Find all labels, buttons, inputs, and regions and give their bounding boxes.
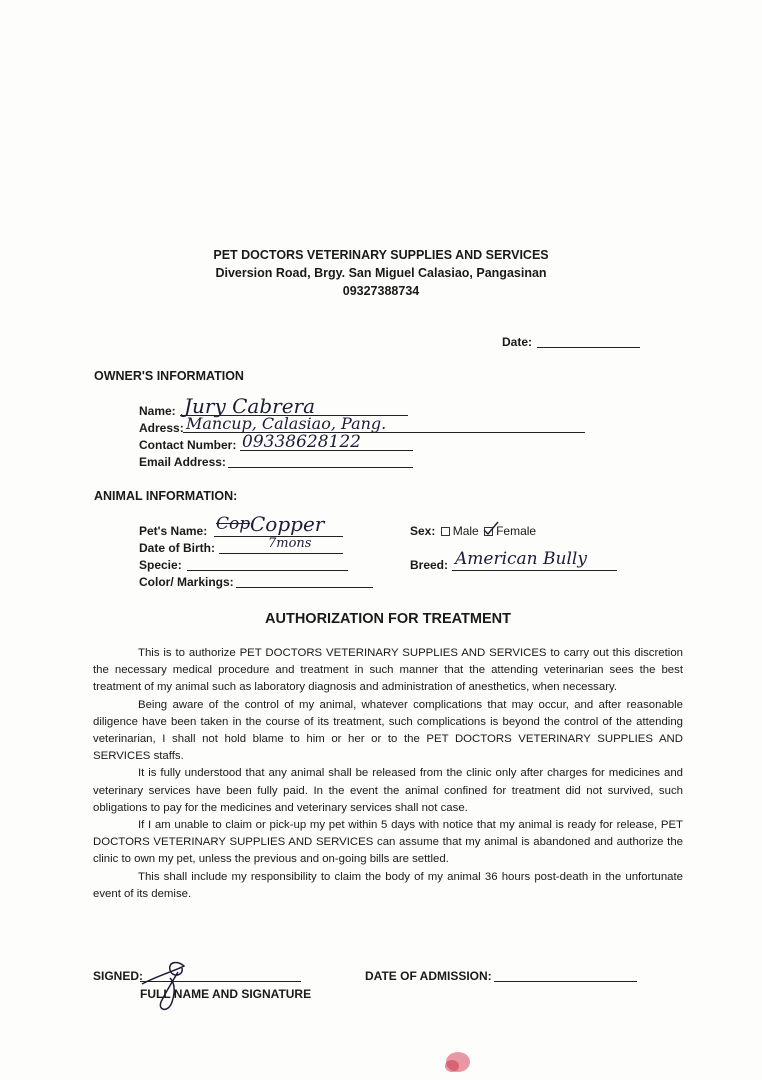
breed-label: Breed: bbox=[410, 558, 449, 572]
color-markings-label: Color/ Markings: bbox=[139, 575, 234, 589]
date-of-admission-label: DATE OF ADMISSION: bbox=[365, 969, 492, 983]
owner-name-value: Jury Cabrera bbox=[184, 394, 316, 418]
document-header bbox=[0, 246, 762, 300]
date-label: Date: bbox=[502, 335, 533, 349]
signature-caption: FULL NAME AND SIGNATURE bbox=[140, 987, 312, 1001]
authorization-paragraph: This is to authorize PET DOCTORS VETERINARY SUPPLIES AND SERVICES to carry out this discretion the necessary medical procedure and treatment in such manner that the attending veterinarian sees the best treatment of my animal such as laboratory diagnosis and administration of anesthetics, when necessary. bbox=[93, 647, 683, 694]
pet-name-value: Copper bbox=[250, 512, 325, 536]
date-of-birth-field[interactable] bbox=[219, 553, 343, 554]
color-markings-field[interactable] bbox=[236, 587, 373, 588]
authorization-paragraph: It is fully understood that any animal shall be released from the clinic only after charges for medicines and veterinary services have been fully paid. In the event the animal confined for treatment did not survived, such obligations to pay for the medicines and veterinary services shall not case. bbox=[93, 767, 683, 814]
company-name: PET DOCTORS VETERINARY SUPPLIES AND SERVICES bbox=[213, 248, 549, 262]
authorization-body bbox=[93, 645, 683, 903]
male-checkbox[interactable] bbox=[441, 527, 450, 536]
authorization-paragraph: Being aware of the control of my animal, whatever complications that may occur, and after reasonable diligence have been taken in the course of its treatment, such complications is beyond the control of the attending veterinarian, I shall not hold blame to him or her or to the PET DOCTORS VETERINARY SUPPLIES AND SERVICES staffs. bbox=[93, 698, 683, 763]
handwritten-signature-icon bbox=[132, 956, 202, 1016]
date-of-admission-field[interactable] bbox=[494, 981, 637, 982]
female-option-label: Female bbox=[496, 524, 537, 538]
stain-mark-icon bbox=[436, 1040, 476, 1080]
authorization-paragraph: This shall include my responsibility to claim the body of my animal 36 hours post-death in the unfortunate event of its demise. bbox=[93, 870, 683, 900]
authorization-paragraph: If I am unable to claim or pick-up my pet within 5 days with notice that my animal is ready for release, PET DOCTORS VETERINARY SUPPLIES AND SERVICES can assume that my animal is abandoned and authorize the clinic to own my pet, unless the previous and on-going bills are settled. bbox=[93, 819, 683, 866]
check-mark-icon bbox=[483, 521, 499, 535]
date-of-birth-label: Date of Birth: bbox=[139, 541, 215, 555]
company-address: Diversion Road, Brgy. San Miguel Calasiao, Pangasinan bbox=[215, 266, 547, 280]
company-phone: 09327388734 bbox=[342, 284, 420, 298]
email-address-field[interactable] bbox=[228, 467, 413, 468]
pet-name-strikeout: Cop bbox=[216, 514, 251, 534]
sex-row bbox=[410, 524, 536, 538]
date-of-birth-value: 7mons bbox=[268, 536, 312, 551]
male-option-label: Male bbox=[452, 524, 479, 538]
owner-address-value: Mancup, Calasiao, Pang. bbox=[186, 414, 387, 433]
breed-value: American Bully bbox=[455, 549, 587, 569]
owner-address-label: Adress: bbox=[139, 421, 184, 435]
signed-label: SIGNED: bbox=[93, 969, 144, 983]
owner-section-title: OWNER'S INFORMATION bbox=[94, 369, 244, 383]
specie-field[interactable] bbox=[187, 570, 348, 571]
contact-number-value: 09338628122 bbox=[242, 432, 361, 452]
breed-field[interactable] bbox=[452, 570, 617, 571]
authorization-title: AUTHORIZATION FOR TREATMENT bbox=[265, 611, 511, 627]
female-checkbox[interactable] bbox=[484, 527, 493, 536]
owner-name-label: Name: bbox=[139, 404, 176, 418]
pet-name-label: Pet's Name: bbox=[139, 524, 208, 538]
date-field[interactable] bbox=[537, 347, 640, 348]
animal-section-title: ANIMAL INFORMATION: bbox=[94, 489, 238, 503]
sex-label: Sex: bbox=[410, 524, 436, 538]
email-address-label: Email Address: bbox=[139, 455, 226, 469]
specie-label: Specie: bbox=[139, 558, 182, 572]
contact-number-label: Contact Number: bbox=[139, 438, 237, 452]
